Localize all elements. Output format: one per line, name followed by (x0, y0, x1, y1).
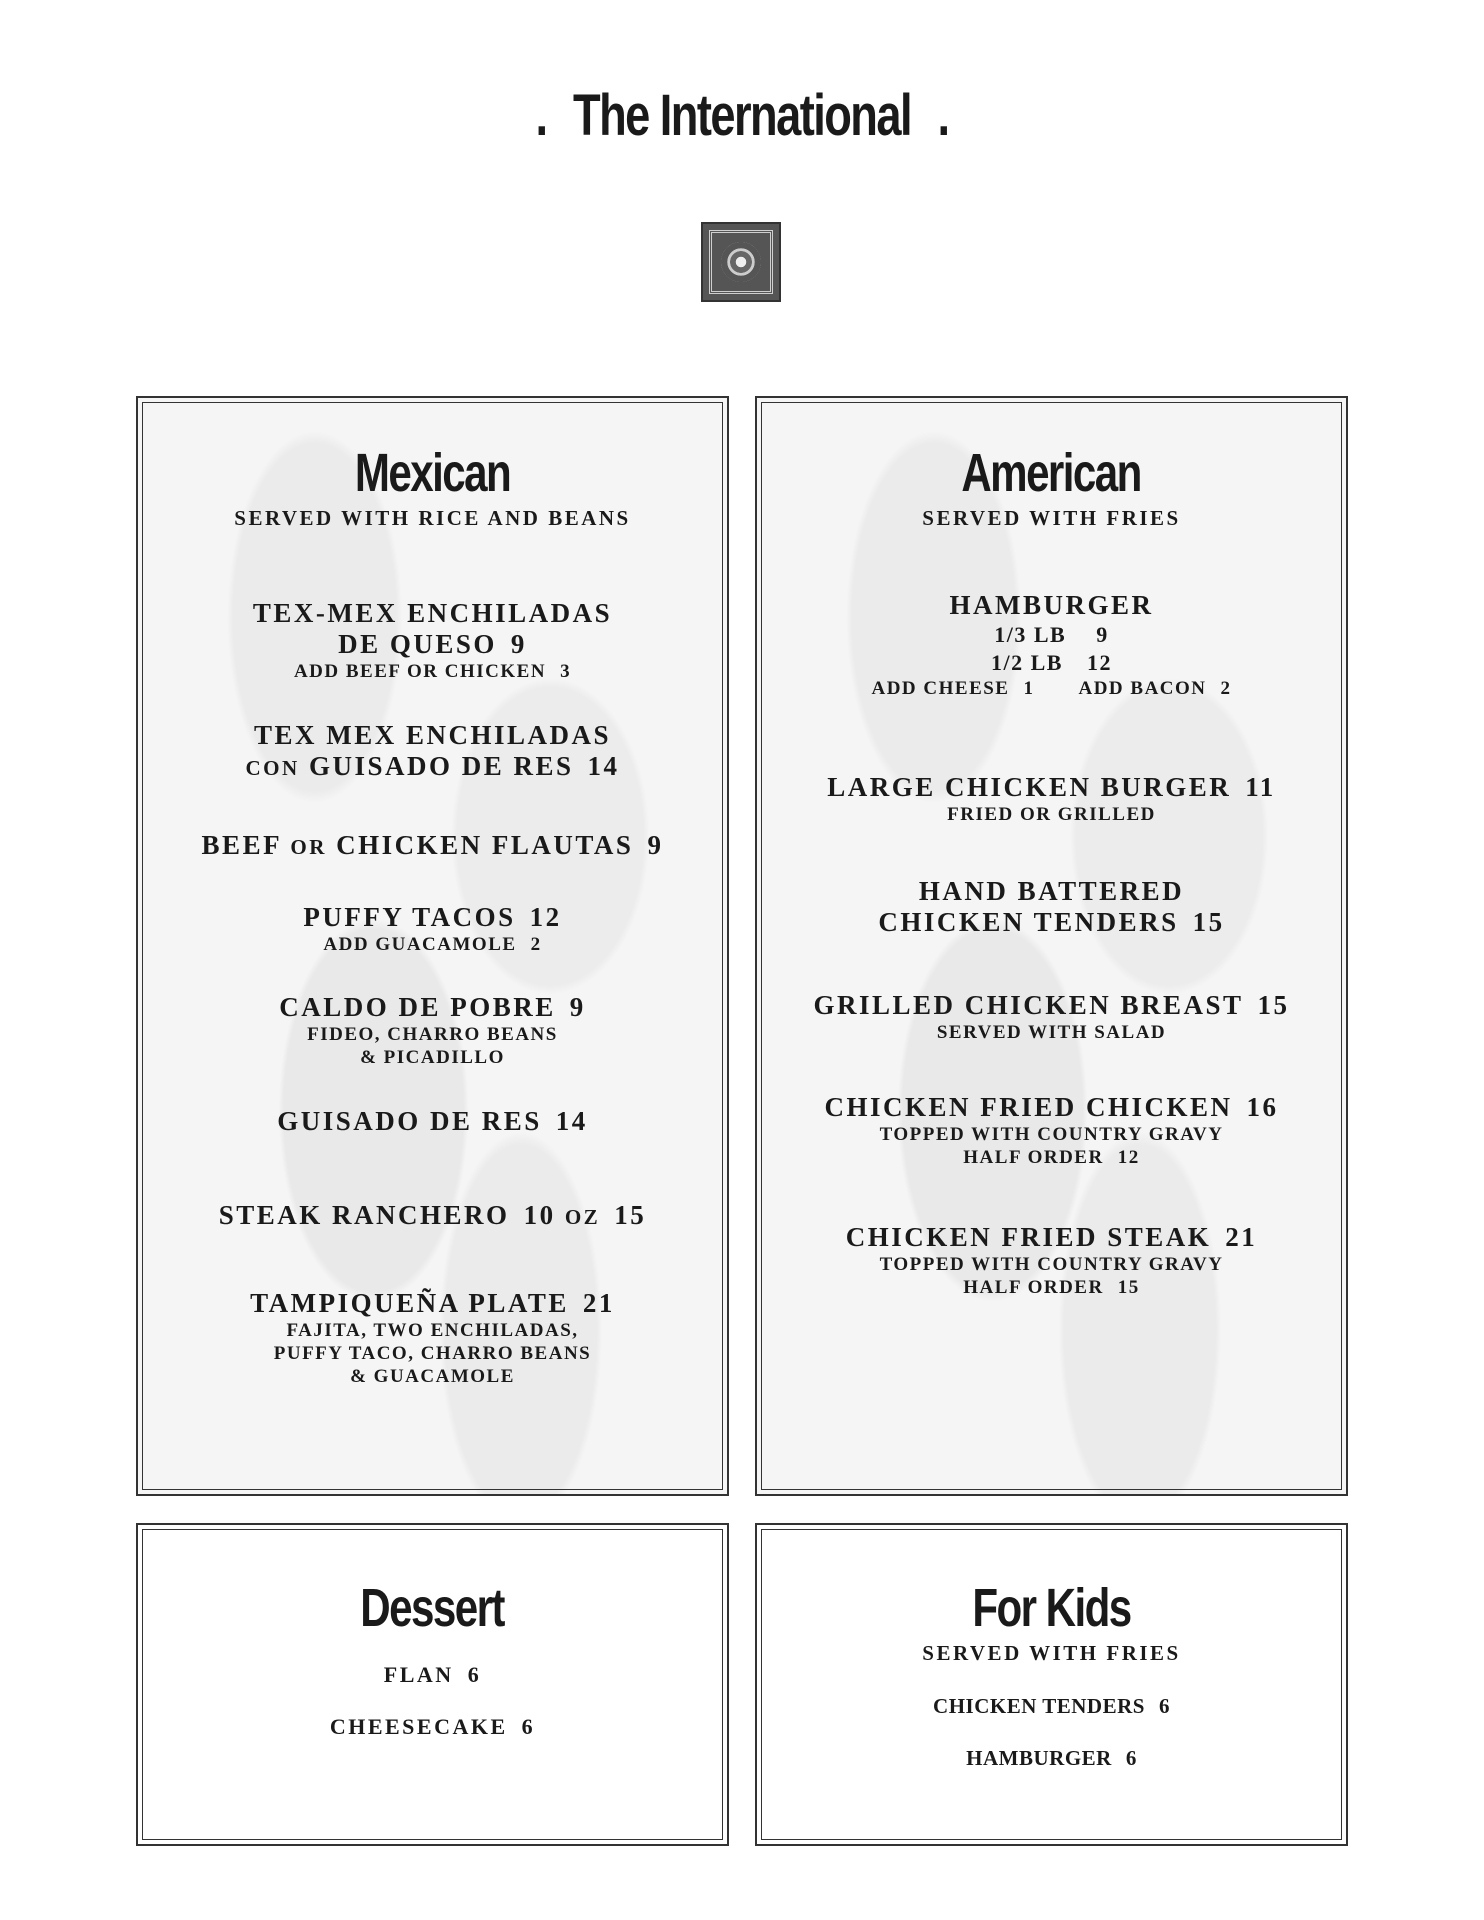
menu-item: TEX MEX ENCHILADAS CON GUISADO DE RES 14 (245, 720, 620, 781)
mexican-subtitle: SERVED WITH RICE AND BEANS (234, 506, 631, 530)
american-section (755, 396, 1348, 1496)
ornament-medallion (721, 242, 761, 282)
menu-item: STEAK RANCHERO 10 OZ 15 (218, 1200, 647, 1230)
menu-item: GRILLED CHICKEN BREAST 15 SERVED WITH SALAD (813, 990, 1290, 1043)
restaurant-title (163, 82, 1321, 149)
menu-item: HAND BATTERED CHICKEN TENDERS 15 (878, 876, 1225, 937)
menu-item: LARGE CHICKEN BURGER 11 FRIED OR GRILLED (827, 772, 1276, 825)
title-dot-left: . (535, 83, 547, 148)
mexican-section (136, 396, 729, 1496)
menu-item: BEEF OR CHICKEN FLAUTAS 9 (201, 830, 664, 860)
title-dot-right: . (937, 83, 949, 148)
menu-item: CHICKEN FRIED STEAK 21 TOPPED WITH COUNTRY GRAVY HALF ORDER 15 (845, 1222, 1258, 1298)
american-subtitle: SERVED WITH FRIES (922, 506, 1181, 530)
menu-item: PUFFY TACOS 12 ADD GUACAMOLE 2 (303, 902, 562, 955)
kids-section (755, 1523, 1348, 1846)
american-title: American (961, 443, 1142, 503)
menu-item: CHEESECAKE 6 (329, 1714, 536, 1739)
menu-item: TAMPIQUEÑA PLATE 21 FAJITA, TWO ENCHILADAS, PUFFY TACO, CHARRO BEANS & GUACAMOLE (250, 1288, 615, 1387)
menu-item: TEX-MEX ENCHILADAS DE QUESO 9 ADD BEEF OR CHICKEN 3 (252, 598, 613, 682)
menu-item: CALDO DE POBRE 9 FIDEO, CHARRO BEANS & PICADILLO (279, 992, 586, 1068)
restaurant-name: The International (573, 83, 911, 148)
dessert-title: Dessert (360, 1578, 505, 1638)
kids-subtitle: SERVED WITH FRIES (922, 1641, 1181, 1665)
menu-item: CHICKEN TENDERS 6 (933, 1694, 1170, 1718)
dessert-section (136, 1523, 729, 1846)
menu-item: GUISADO DE RES 14 (277, 1106, 588, 1136)
kids-title: For Kids (972, 1578, 1131, 1638)
menu-item: FLAN 6 (383, 1662, 482, 1687)
ornament-tile-logo (701, 222, 781, 302)
menu-item: HAMBURGER 1/3 LB 9 1/2 LB 12 ADD CHEESE 1 ADD BACON 2 (871, 590, 1232, 699)
menu-item: HAMBURGER 6 (966, 1746, 1137, 1770)
mexican-title: Mexican (354, 443, 511, 503)
menu-item: CHICKEN FRIED CHICKEN 16 TOPPED WITH COUNTRY GRAVY HALF ORDER 12 (824, 1092, 1279, 1168)
